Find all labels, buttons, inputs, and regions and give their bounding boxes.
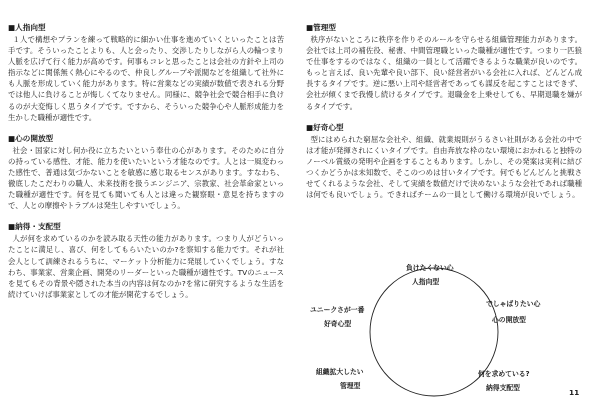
diagram-label-upper-right-type: 心の開放型 bbox=[492, 316, 526, 324]
diagram-label-lower-right-type: 納得支配型 bbox=[486, 384, 520, 392]
type-circle-diagram bbox=[306, 262, 582, 402]
section-curiosity bbox=[306, 122, 582, 201]
section-body: 秩序がないところに秩序を作りそのルールを守らせる組織管理能力があります。会社では上司の補佐役、秘書、中間管理職といった職種が適性です。つまり一匹狼で仕事をするのではなく、組織の一員として活躍できるような職業が良いのです。もっと言えば、良い先輩や良い部下、良い経営者がいる会社に入れば、どんどん成長するタイプです。逆に悪い上司や経営者であっても謀反を起こすことはできず、会社が傾くまで我慢し続けるタイプです。退職金を上乗せしても、早期退職を嫌がるタイプです。 bbox=[306, 35, 582, 111]
page-number: 11 bbox=[569, 388, 580, 397]
section-persuasion-control bbox=[8, 221, 284, 300]
section-heading: ■心の開放型 bbox=[8, 133, 54, 143]
section-heading: ■納得・支配型 bbox=[8, 222, 61, 232]
section-body: 社会・国家に対し何か役に立ちたいという奉仕の心があります。そのために自分の持っている感性、才能、能力を使いたいという才能なのです。人とは一風変わった感性で、普通は気づかないことを敏感に感じ取るセンスがあります。すなわち、徹底したこだわりの職人、未来技術を扱うエンジニア、宗教家、社会革命家といった職種が適性です。何を見ても聞いても人とは違った観察眼・意見を持ちますので、人との摩擦やトラブルは発生しやすいでしょう。 bbox=[8, 145, 284, 211]
diagram-label-upper-left-type: 好奇心型 bbox=[324, 320, 352, 328]
section-management bbox=[306, 22, 582, 112]
diagram-label-lower-right-note: 何を求めている? bbox=[478, 370, 530, 378]
right-column bbox=[306, 22, 582, 210]
diagram-label-top-note: 負けたくない心 bbox=[406, 264, 454, 272]
section-heading: ■管理型 bbox=[306, 23, 336, 32]
section-open-heart bbox=[8, 133, 284, 212]
section-body: 型にはめられた窮屈な会社や、組織、就業規則がうるさい社則がある会社の中では才能が発揮されにくいタイプです。自由奔放な枠のない環境におかれると独特のノーベル賞級の発明や企画をすることもあります。しかし、その発案は実利に結びつくかどうかは未知数で、そこのつめは甘いタイプです。何でもどんどんと挑戦させてくれるような会社、そして実績を数値だけで決めないような会社であれば職種は何でも良いでしょう。できればチームの一員として働ける環境が良いでしょう。 bbox=[306, 134, 582, 200]
left-column bbox=[8, 22, 284, 310]
diagram-circle bbox=[306, 262, 582, 402]
section-human-oriented bbox=[8, 22, 284, 123]
diagram-label-lower-left-note: 組織拡大したい bbox=[316, 368, 364, 376]
section-body: １人で構想やプランを練って戦略的に細かい仕事を進めていくといったことは苦手です。そういったことよりも、人と会ったり、交渉したりしながら人の輪つまり人脈を広げて行く能力が高めです。何事もコレと思ったことは会社の方針や上司の指示などに関係無く熱心にやるので、仲良しグループや派閥などを組織して社外にも人脈を形成していく能力があります。特に営業などの実績が数値で表される分野では他人に負けることが悔しくてなりません。同様に、競争社会で競合相手に負けるのが大変悔しく思うタイプです。ですから、そういった競争心や人脈形成能力を生かした職種が適性です。 bbox=[8, 35, 284, 122]
section-heading: ■好奇心型 bbox=[306, 122, 344, 132]
diagram-label-upper-left-note: ユニークさが一番 bbox=[310, 306, 365, 314]
section-body: 人が何を求めているのかを読み取る天性の能力があります。つまり人がどういったことに満足し、喜び、何をしてもらいたいのか?を察知する能力です。それが社会人として訓練されるうちに、マーケット分析能力に発展していくでしょう。すなわち、事業家、営業企画、開発のリーダーといった職種が適性です。TVのニュースを見てもその背景や隠された本当の内容は何なのか?を常に研究するような生活を続けていけば事業家としての才能が開花するでしょう。 bbox=[8, 234, 284, 299]
diagram-label-top-type: 人指向型 bbox=[412, 278, 440, 286]
diagram-label-upper-right-note: でしゃばりたい心 bbox=[486, 300, 541, 308]
diagram-label-lower-left-type: 管理型 bbox=[340, 382, 361, 390]
section-heading: ■人指向型 bbox=[8, 23, 46, 32]
